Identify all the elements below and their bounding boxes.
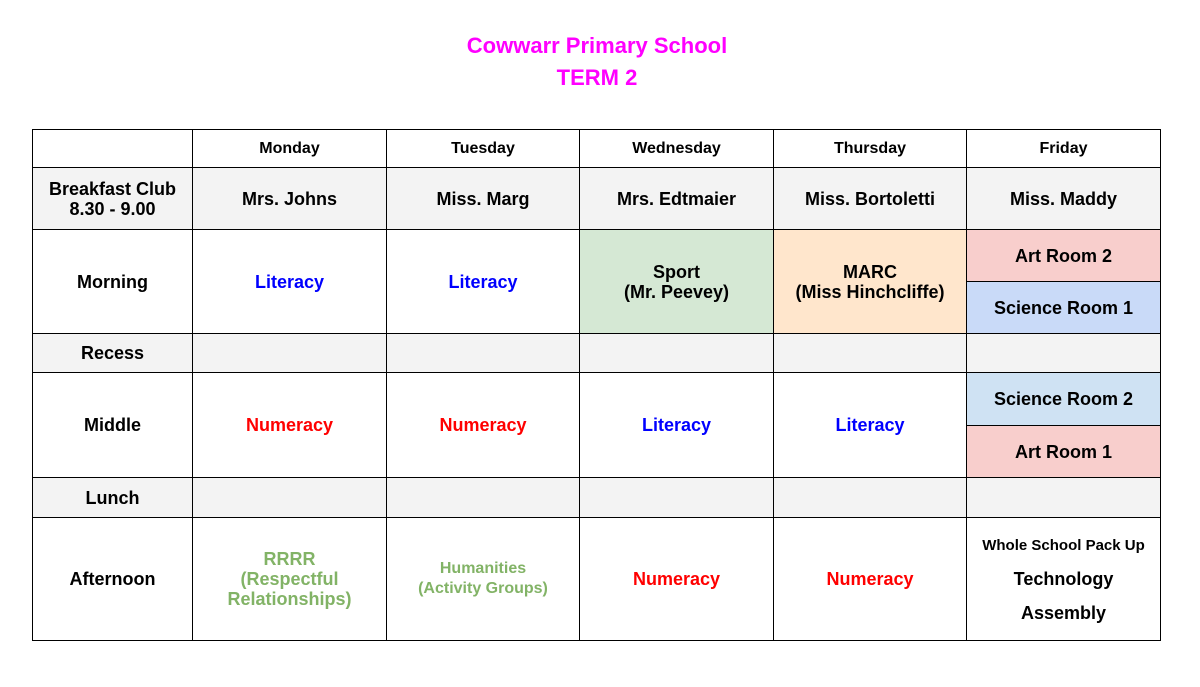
afternoon-thursday: Numeracy (773, 517, 967, 641)
recess-friday (966, 333, 1161, 373)
middle-tuesday: Numeracy (386, 372, 580, 478)
breakfast-thursday: Miss. Bortoletti (773, 167, 967, 230)
middle-friday-art-room-1: Art Room 1 (966, 425, 1161, 478)
rrrr-line3: Relationships) (227, 589, 352, 609)
friday-assembly: Assembly (1020, 602, 1107, 623)
recess-wednesday (579, 333, 774, 373)
breakfast-tuesday: Miss. Marg (386, 167, 580, 230)
friday-pack-up: Whole School Pack Up (982, 536, 1145, 554)
school-title: Cowwarr Primary School (466, 33, 728, 58)
rrrr-line1: RRRR (263, 549, 316, 569)
recess-tuesday (386, 333, 580, 373)
row-label-morning: Morning (32, 229, 193, 334)
morning-tuesday: Literacy (386, 229, 580, 334)
morning-friday-art-room-2: Art Room 2 (966, 229, 1161, 282)
humanities-line1: Humanities (439, 560, 527, 577)
header-thursday: Thursday (773, 129, 967, 168)
breakfast-friday: Miss. Maddy (966, 167, 1161, 230)
row-label-middle: Middle (32, 372, 193, 478)
morning-thursday-marc (773, 229, 967, 334)
header-corner (32, 129, 193, 168)
lunch-tuesday (386, 477, 580, 518)
lunch-monday (192, 477, 387, 518)
afternoon-friday (966, 517, 1161, 641)
middle-monday: Numeracy (192, 372, 387, 478)
middle-thursday: Literacy (773, 372, 967, 478)
middle-friday-science-room-2: Science Room 2 (966, 372, 1161, 426)
rrrr-line2: (Respectful (240, 569, 339, 589)
afternoon-wednesday: Numeracy (579, 517, 774, 641)
breakfast-label-line2: 8.30 - 9.00 (69, 198, 156, 219)
lunch-friday (966, 477, 1161, 518)
row-label-breakfast (32, 167, 193, 230)
lunch-wednesday (579, 477, 774, 518)
humanities-line2: (Activity Groups) (418, 580, 548, 597)
afternoon-monday-rrrr (192, 517, 387, 641)
morning-monday: Literacy (192, 229, 387, 334)
sport-teacher: (Mr. Peevey) (623, 281, 730, 302)
friday-technology: Technology (1013, 569, 1114, 589)
breakfast-label-line1: Breakfast Club (48, 178, 177, 199)
breakfast-wednesday: Mrs. Edtmaier (579, 167, 774, 230)
row-label-afternoon: Afternoon (32, 517, 193, 641)
header-wednesday: Wednesday (579, 129, 774, 168)
middle-wednesday: Literacy (579, 372, 774, 478)
morning-friday-science-room-1: Science Room 1 (966, 281, 1161, 334)
term-title: TERM 2 (556, 65, 638, 90)
marc-label: MARC (843, 261, 897, 282)
recess-monday (192, 333, 387, 373)
lunch-thursday (773, 477, 967, 518)
recess-thursday (773, 333, 967, 373)
morning-wednesday-sport (579, 229, 774, 334)
afternoon-tuesday-humanities (386, 517, 580, 641)
header-friday: Friday (966, 129, 1161, 168)
row-label-lunch: Lunch (32, 477, 193, 518)
header-monday: Monday (192, 129, 387, 168)
row-label-recess: Recess (32, 333, 193, 373)
marc-teacher: (Miss Hinchcliffe) (795, 281, 945, 302)
sport-label: Sport (653, 261, 700, 282)
breakfast-monday: Mrs. Johns (192, 167, 387, 230)
header-tuesday: Tuesday (386, 129, 580, 168)
